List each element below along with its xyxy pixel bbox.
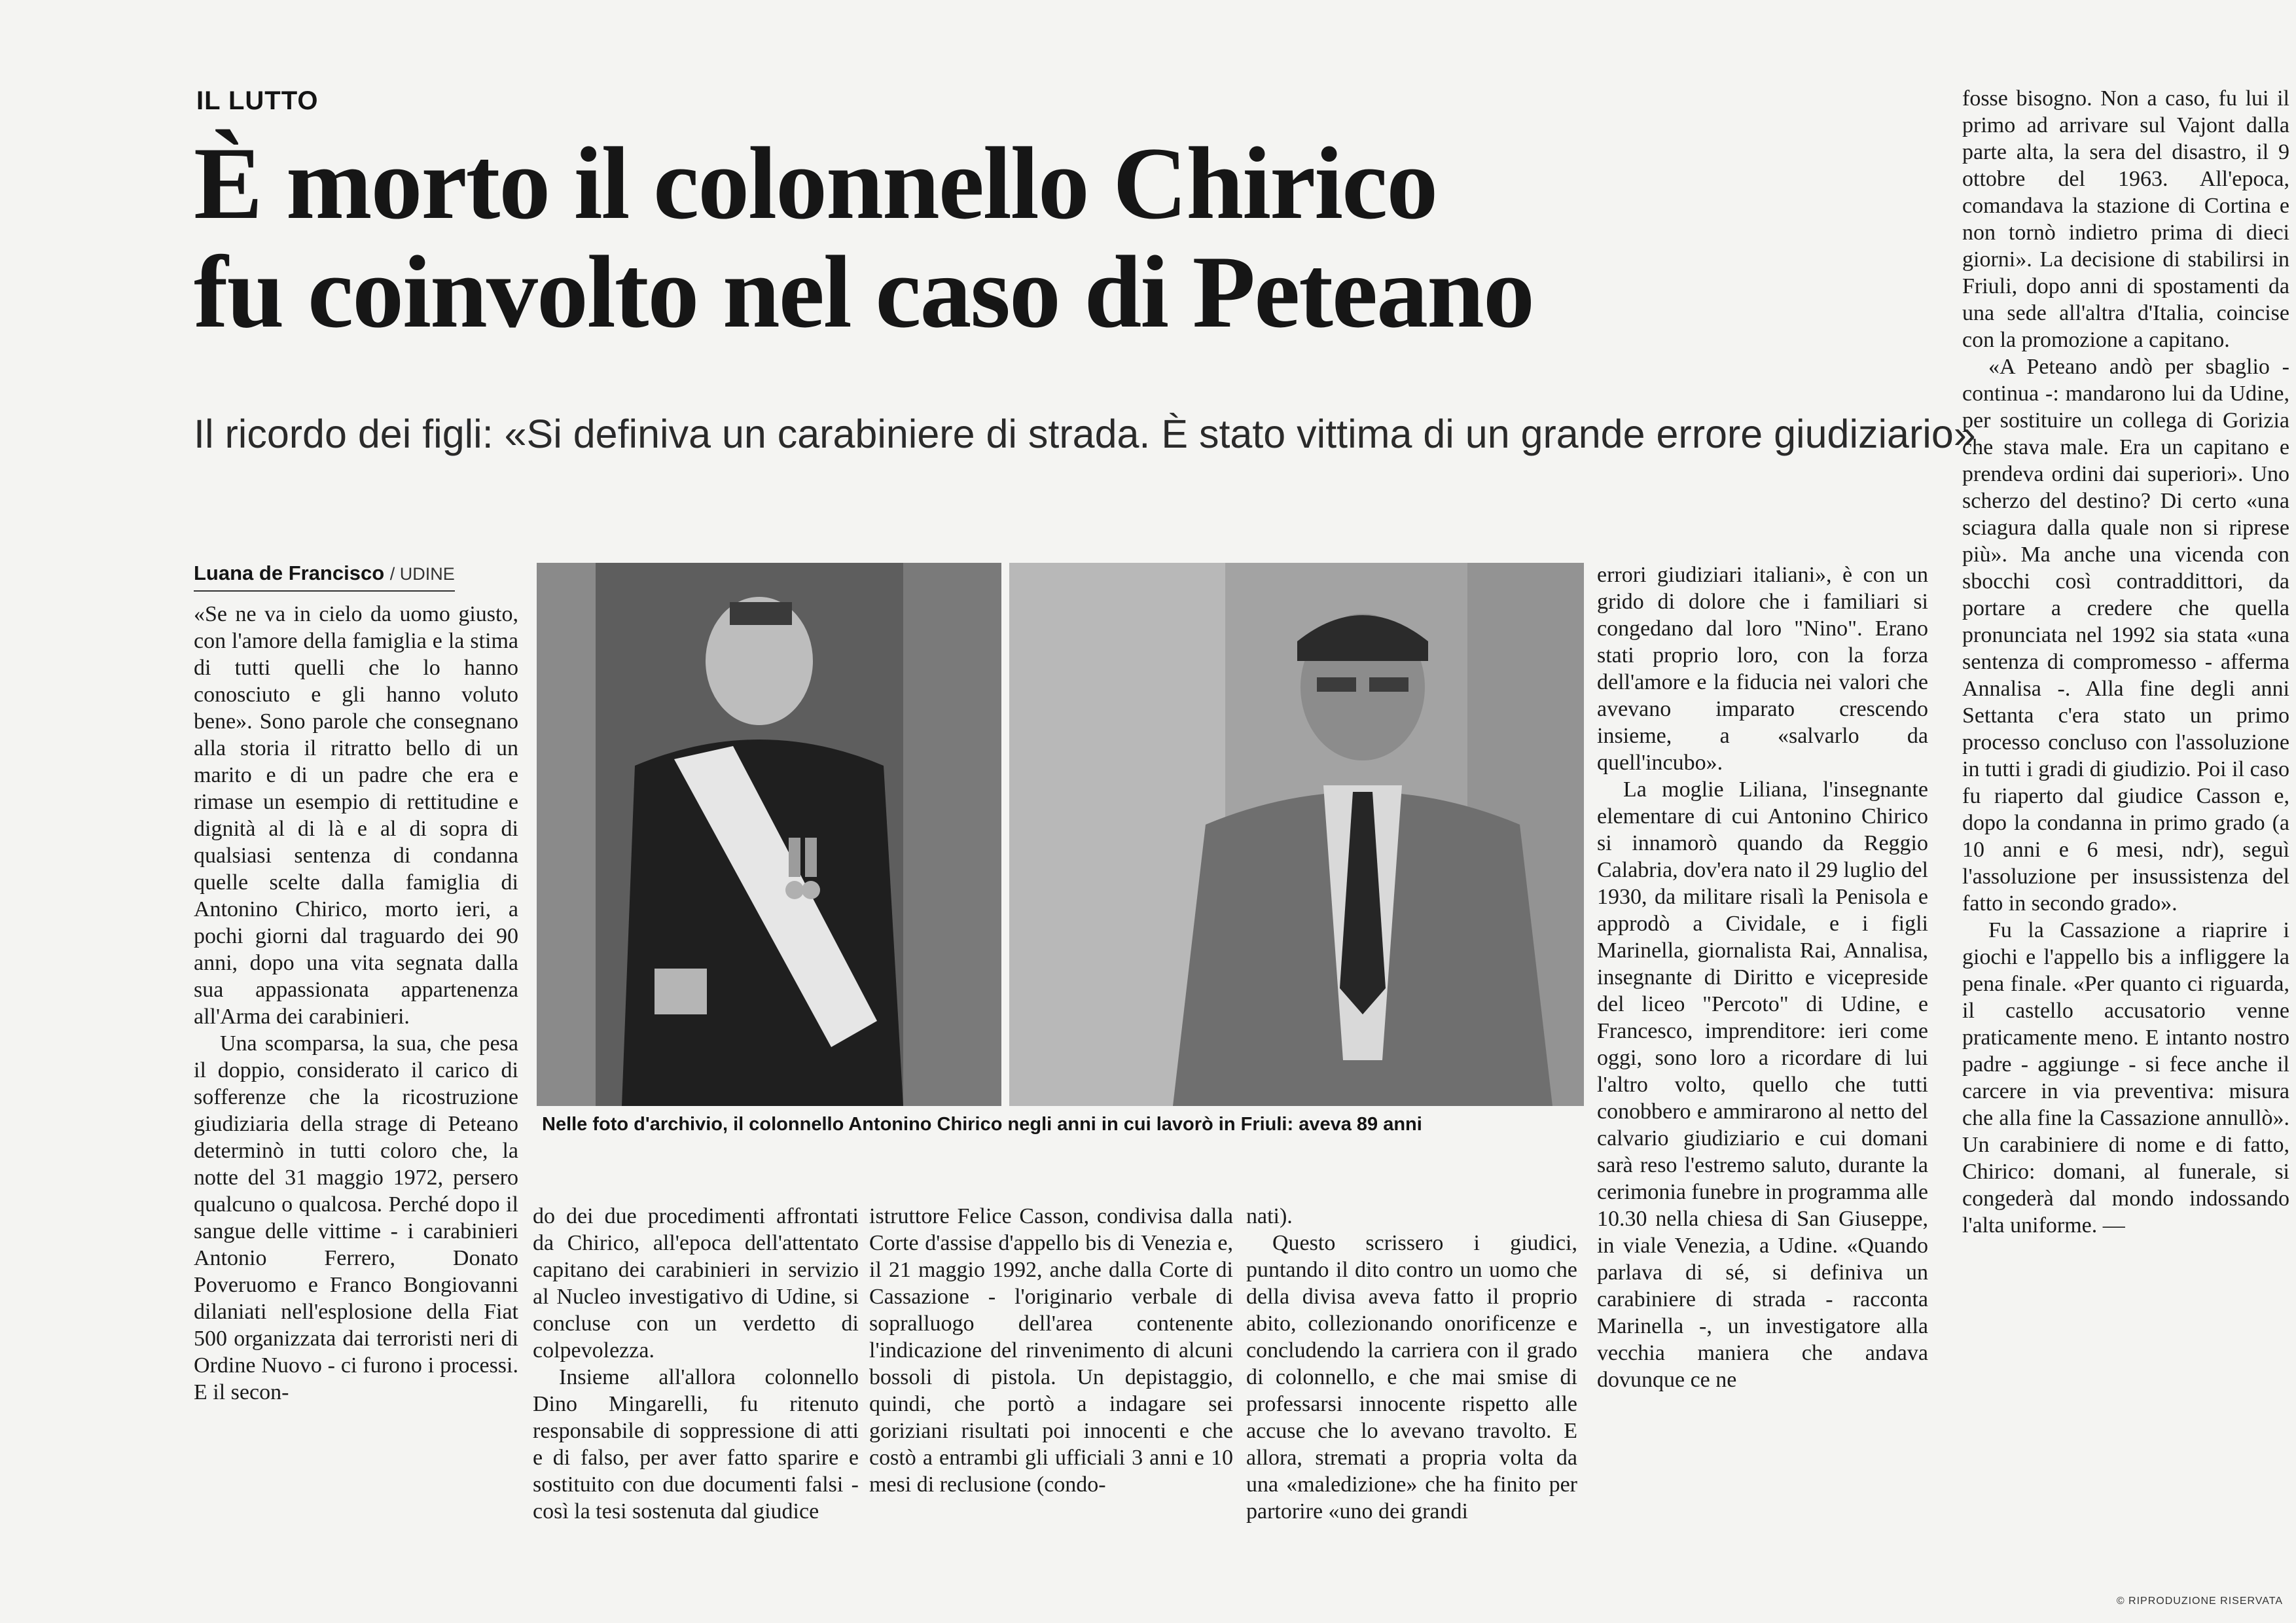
paragraph: Questo scrissero i giudici, puntando il dito contro un uomo che della divisa aveva fatto il proprio abito, collezionando onorificenze e concludendo la carriera con il grado di colonnello, e che mai smise di professarsi innocente rispetto alle accuse che lo avevano travolto. E allora, stremati a propria volta da una «maledizione» che ha finito per partorire «uno dei grandi: [1246, 1231, 1577, 1524]
paragraph: do dei due procedimenti affrontati da Chirico, all'epoca dell'attentato capitano dei carabinieri in servizio al Nucleo investigativo di Udine, si concluse con un verdetto di colpevolezza.: [533, 1204, 859, 1363]
byline-location: / UDINE: [389, 564, 455, 584]
paragraph: Insieme all'allora colonnello Dino Mingarelli, fu ritenuto responsabile di soppressione di atti e di falso, per aver fatto sparire e sostituito con due documenti falsi - così la tesi sostenuta dal giudice: [533, 1365, 859, 1524]
headline-line-2: fu coinvolto nel caso di Peteano: [194, 235, 1534, 349]
paragraph: errori giudiziari italiani», è con un grido di dolore che i familiari si congedano dal loro "Nino". Erano stati proprio loro, con la forza dell'amore e la fiducia nei valori che avevano imparato crescendo insieme, a «salvarlo da quell'incubo».: [1597, 563, 1928, 775]
paragraph: nati).: [1246, 1204, 1293, 1228]
photo-caption: Nelle foto d'archivio, il colonnello Antonino Chirico negli anni in cui lavorò in Friuli: aveva 89 anni: [542, 1114, 1422, 1135]
subhead: Il ricordo dei figli: «Si definiva un carabiniere di strada. È stato vittima di un grande errore giudiziario»: [194, 412, 1976, 456]
paragraph: istruttore Felice Casson, condivisa dalla Corte d'assise d'appello bis di Venezia e, il 21 maggio 1992, anche dalla Corte di Cassazione - l'originario verbale di sopralluogo dell'area contenente l'indicazione del rinvenimento di alcuni bossoli di pistola. Un depistaggio, quindi, che portò a indagare sei goriziani risultati poi innocenti e che costò a entrambi gli ufficiali 3 anni e 10 mesi di reclusione (condo-: [869, 1204, 1233, 1497]
paragraph: Una scomparsa, la sua, che pesa il doppio, considerato il carico di sofferenze che la ricostruzione giudiziaria della strage di Peteano determinò in tutti coloro che, la notte del 31 maggio 1972, persero qualcuno o qualcosa. Perché dopo il sangue delle vittime - i carabinieri Antonio Ferrero, Donato Poveruomo e Franco Bongiovanni dilaniati nell'esplosione della Fiat 500 organizzata dai terroristi neri di Ordine Nuovo - ci furono i processi. E il secon-: [194, 1031, 518, 1404]
column-2: [533, 1203, 859, 1589]
photo-suit-image: [1009, 563, 1584, 1106]
paragraph: «Se ne va in cielo da uomo giusto, con l'amore della famiglia e la stima di tutti quelli che lo hanno conosciuto e gli hanno voluto bene». Sono parole che consegnano alla storia il ritratto bello di un marito e di un padre che era e rimase un esempio di rettitudine e dignità al di là e al di sopra di qualsiasi sentenza di condanna quelle scelte dalla famiglia di Antonino Chirico, morto ieri, a pochi giorni dal traguardo dei 90 anni, dopo una vita segnata dalla sua appassionata appartenenza all'Arma dei carabinieri.: [194, 602, 518, 1029]
copyright-footer: © RIPRODUZIONE RISERVATA: [2116, 1596, 2283, 1607]
kicker: IL LUTTO: [196, 86, 319, 115]
column-5: [1597, 562, 1928, 1589]
column-1: [194, 601, 518, 1589]
column-6: [1962, 85, 2289, 1590]
column-4: [1246, 1203, 1577, 1589]
headline: [194, 126, 1961, 349]
byline: [194, 562, 455, 592]
author-name: Luana de Francisco: [194, 562, 385, 584]
photo-archive-uniform: [537, 563, 1001, 1106]
paragraph: fosse bisogno. Non a caso, fu lui il primo ad arrivare sul Vajont dalla parte alta, la sera del disastro, il 9 ottobre del 1963. All'epoca, comandava la stazione di Cortina e non tornò indietro prima di dieci giorni». La decisione di stabilirsi in Friuli, dopo anni di spostamenti da una sede all'altra d'Italia, coincise con la promozione a capitano.: [1962, 86, 2289, 352]
headline-line-1: È morto il colonnello Chirico: [194, 126, 1437, 241]
paragraph: Fu la Cassazione a riaprire i giochi e l'appello bis a infliggere la pena finale. «Per quanto ci riguarda, il castello accusatorio venne praticamente meno. E intanto nostro padre - aggiunge - si fece anche il carcere in via preventiva: misura che alla fine la Cassazione annullò». Un carabiniere di nome e di fatto, Chirico: domani, al funerale, si congederà dal mondo indossando l'alta uniforme. —: [1962, 918, 2289, 1238]
paragraph: «A Peteano andò per sbaglio - continua -: mandarono lui da Udine, per sostituire un collega di Gorizia che stava male. Era un capitano e prendeva ordini dai superiori». Uno scherzo del destino? Di certo «una sciagura dalla quale non si riprese più». Ma anche una vicenda con sbocchi così contraddittori, da portare a credere che quella pronunciata nel 1992 sia stata «una sentenza di compromesso - afferma Annalisa -. Alla fine degli anni Settanta c'era stato un primo processo concluso con l'assoluzione in tutti i gradi di giudizio. Poi il caso fu riaperto dal giudice Casson e, dopo la condanna in primo grado (a 10 anni e 6 mesi, ndr), seguì l'assoluzione per insussistenza del fatto in secondo grado».: [1962, 355, 2289, 916]
photo-archive-suit: [1009, 563, 1584, 1106]
paragraph: La moglie Liliana, l'insegnante elementare di cui Antonino Chirico si innamorò quando da Reggio Calabria, dov'era nato il 29 luglio del 1930, da militare risalì la Penisola e approdò a Cividale, e i figli Marinella, giornalista Rai, Annalisa, insegnante di Diritto e vicepreside del liceo "Percoto" di Udine, e Francesco, imprenditore: ieri come oggi, sono loro a ricordare di lui l'altro volto, quello che tutti conobbero e ammirarono al netto del calvario giudiziario e cui domani sarà reso l'estremo saluto, durante la cerimonia funebre in programma alle 10.30 nella chiesa di San Giuseppe, in viale Venezia, a Udine. «Quando parlava di sé, si definiva un carabiniere di strada - racconta Marinella -, un investigatore alla vecchia maniera che andava dovunque ce ne: [1597, 777, 1928, 1392]
column-3: [869, 1203, 1233, 1589]
photo-uniform-image: [537, 563, 1001, 1106]
